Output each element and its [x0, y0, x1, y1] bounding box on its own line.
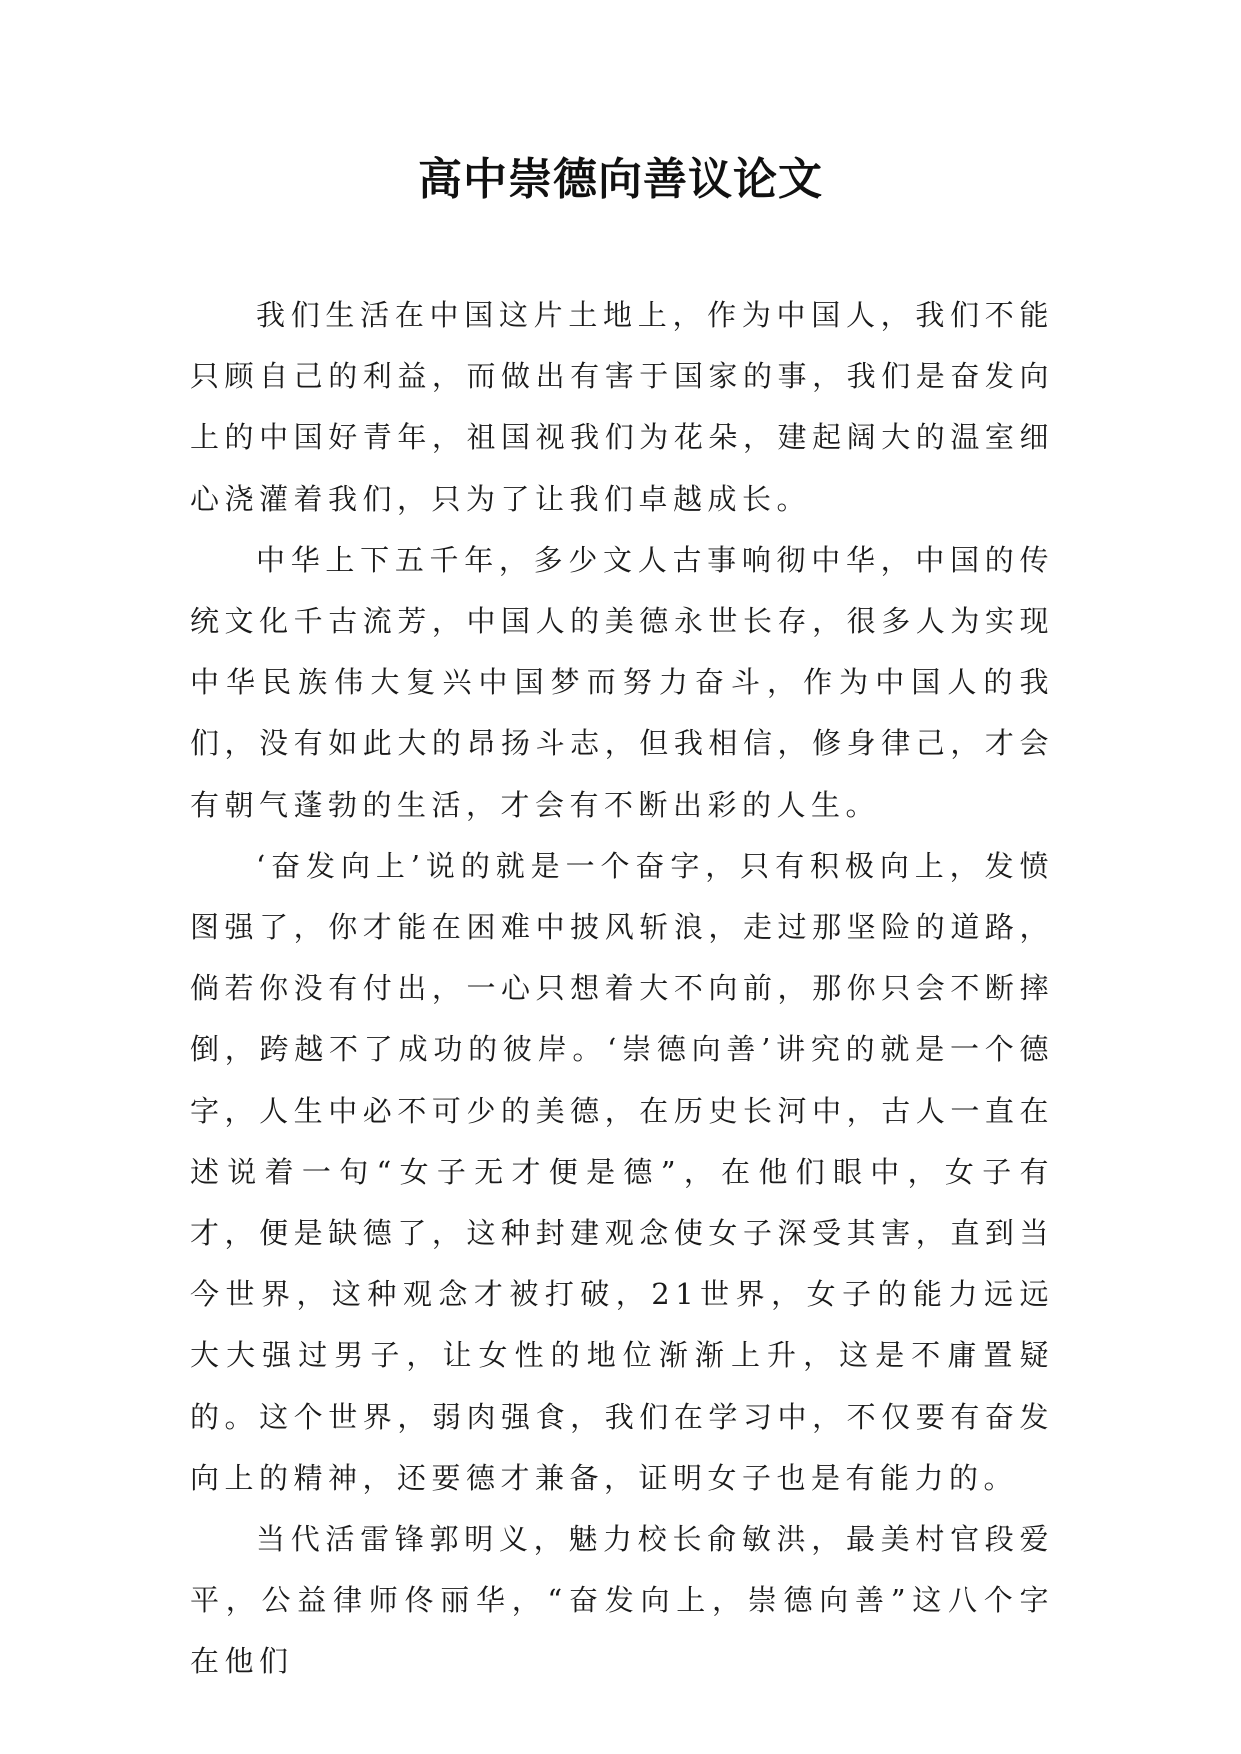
document-body: [190, 285, 1054, 1693]
document-title: 高中崇德向善议论文: [418, 154, 823, 205]
paragraph-1: 我们生活在中国这片土地上，作为中国人，我们不能只顾自己的利益，而做出有害于国家的事，我们是奋发向上的中国好青年，祖国视我们为花朵，建起阔大的温室细心浇灌着我们，只为了让我们卓越成长。: [190, 298, 1054, 516]
paragraph-4: 当代活雷锋郭明义，魅力校长俞敏洪，最美村官段爱平，公益律师佟丽华，“奋发向上，崇德向善”这八个字在他们: [190, 1522, 1054, 1679]
paragraph-2: 中华上下五千年，多少文人古事响彻中华，中国的传统文化千古流芳，中国人的美德永世长存，很多人为实现中华民族伟大复兴中国梦而努力奋斗，作为中国人的我们，没有如此大的昂扬斗志，但我相信，修身律己，才会有朝气蓬勃的生活，才会有不断出彩的人生。: [190, 542, 1054, 822]
paragraph-3: ‘奋发向上’说的就是一个奋字，只有积极向上，发愤图强了，你才能在困难中披风斩浪，走过那坚险的道路，倘若你没有付出，一心只想着大不向前，那你只会不断摔倒，跨越不了成功的彼岸。‘崇德向善’讲究的就是一个德字，人生中必不可少的美德，在历史长河中，古人一直在述说着一句“女子无才便是德”，在他们眼中，女子有才，便是缺德了，这种封建观念使女子深受其害，直到当今世界，这种观念才被打破，21世界，女子的能力远远大大强过男子，让女性的地位渐渐上升，这是不庸置疑的。这个世界，弱肉强食，我们在学习中，不仅要有奋发向上的精神，还要德才兼备，证明女子也是有能力的。: [190, 848, 1054, 1495]
